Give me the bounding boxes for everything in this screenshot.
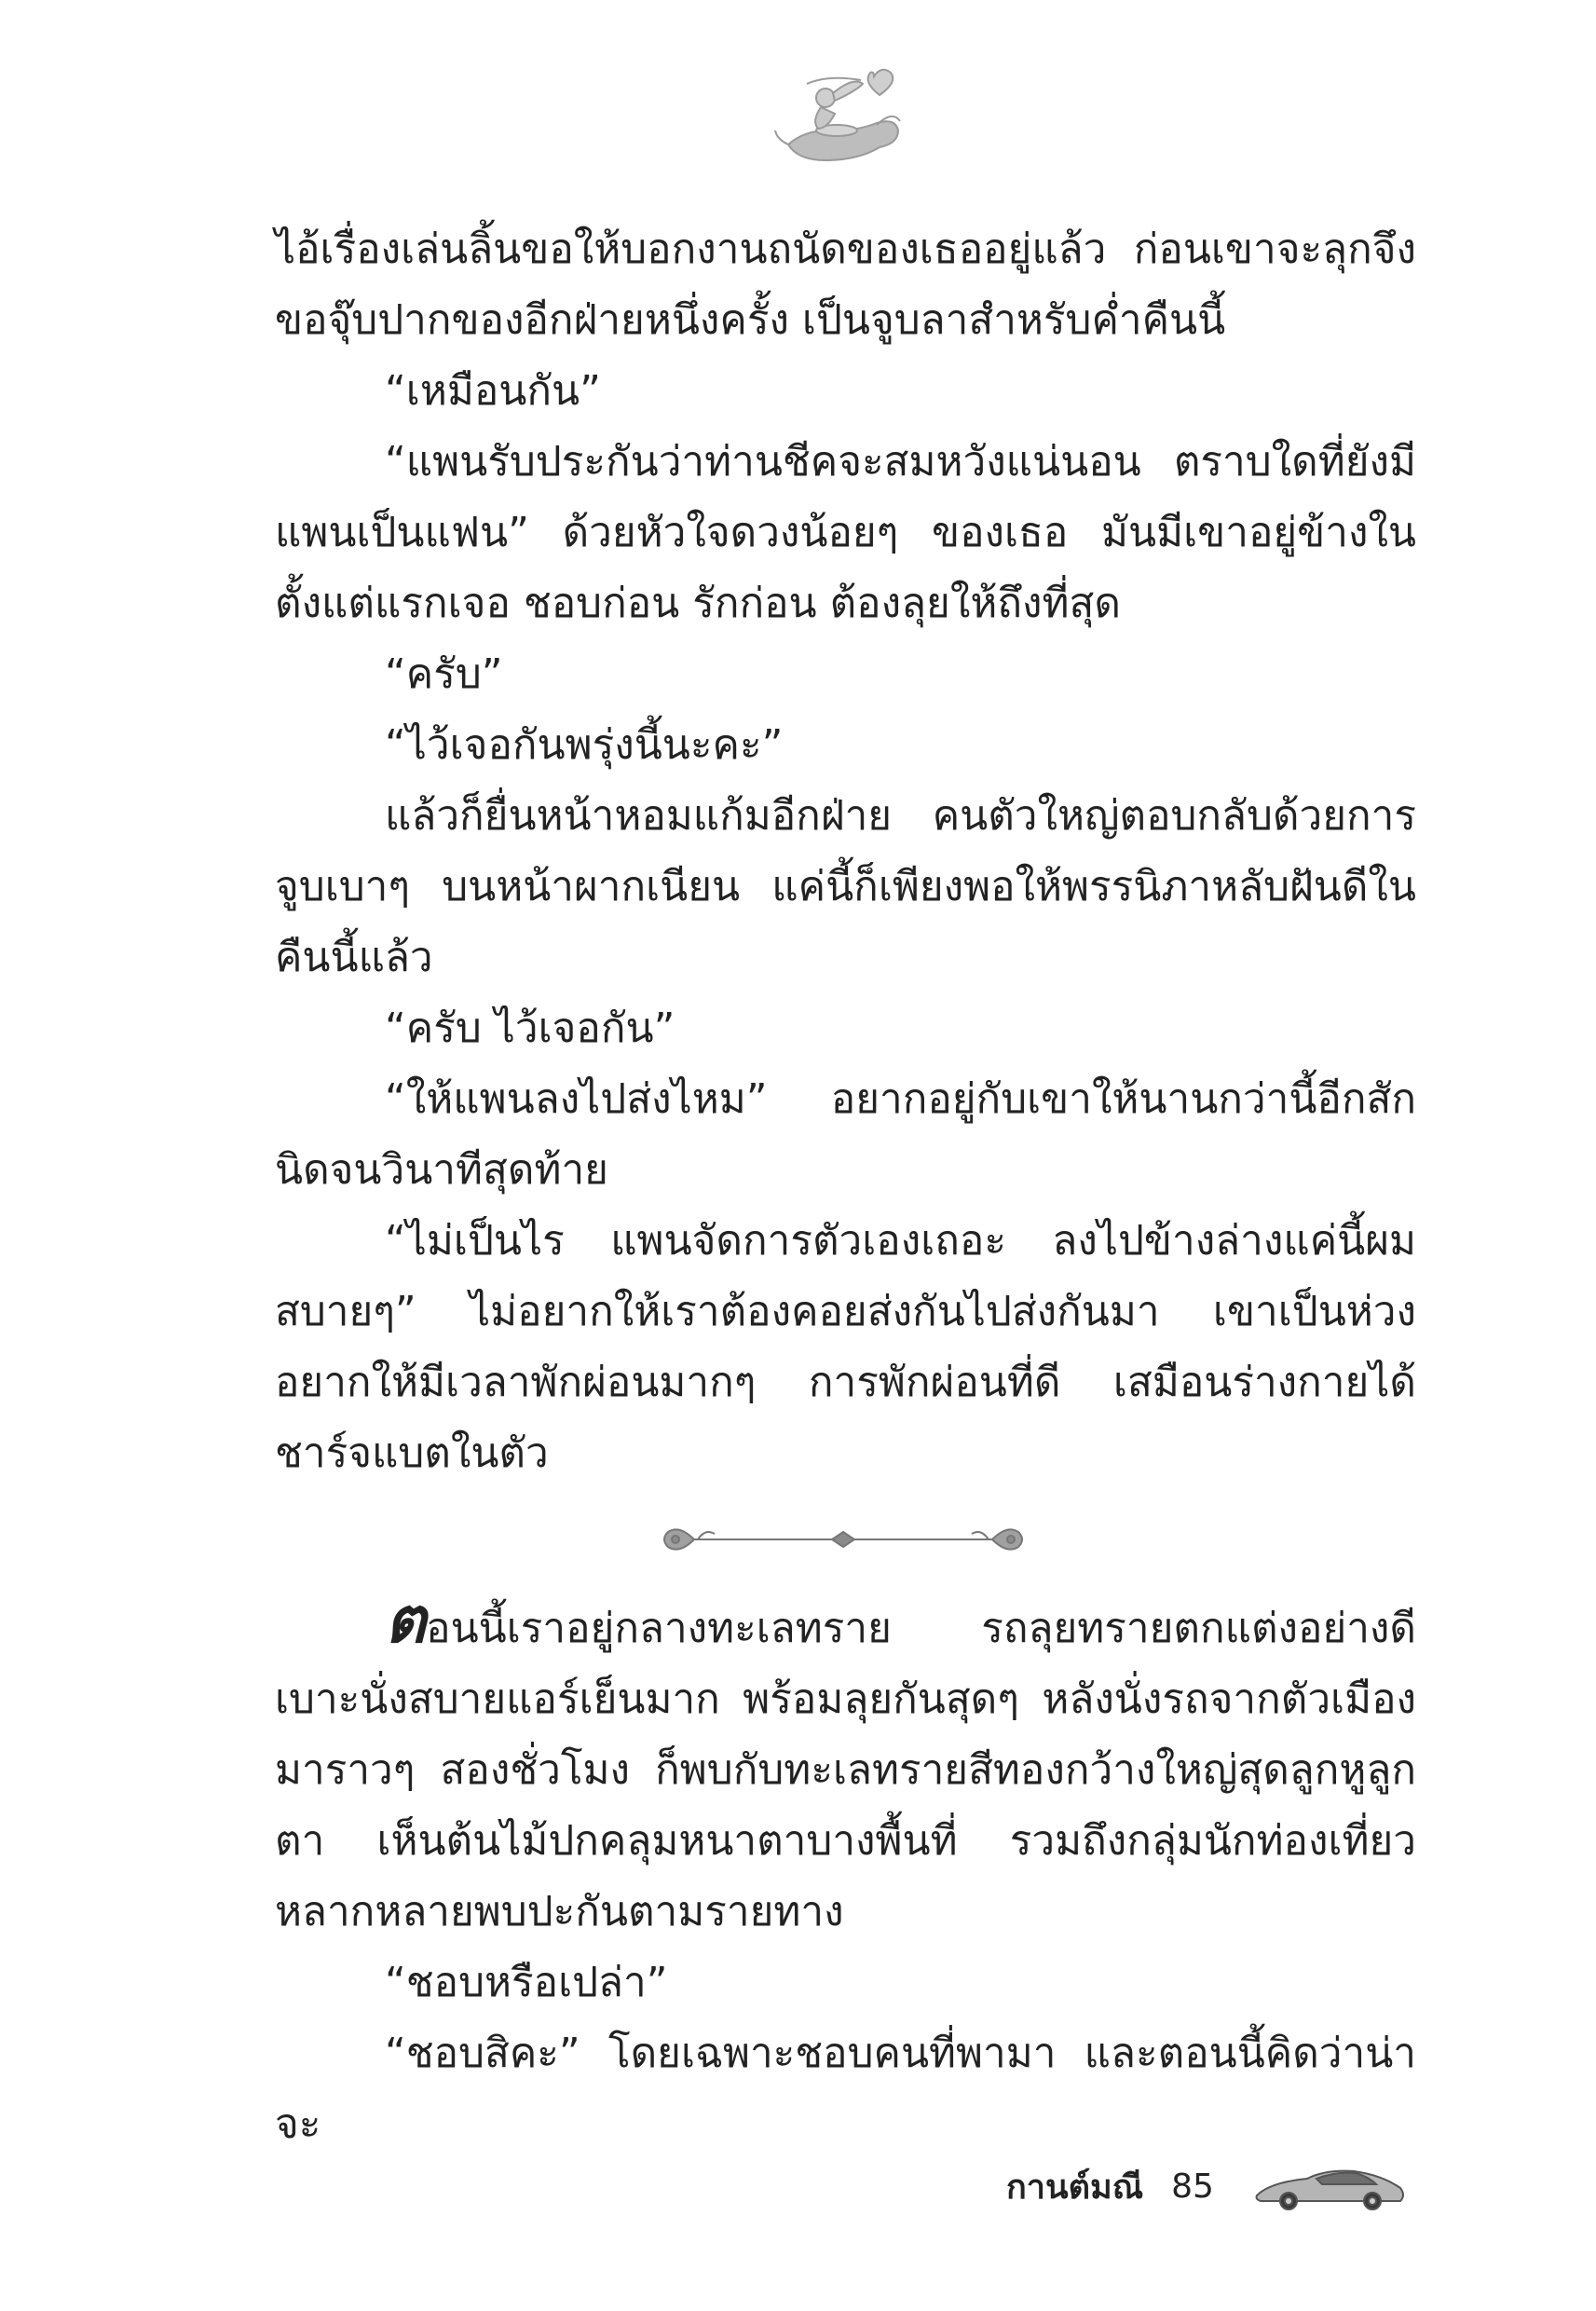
section-2 (275, 1584, 1416, 2160)
section-1 (275, 214, 1416, 1489)
page-footer (1006, 2158, 1410, 2214)
paragraph: “เหมือนกัน” (385, 367, 601, 415)
paragraph: “ชอบหรือเปล่า” (385, 1959, 668, 2006)
page-number: 85 (1171, 2167, 1214, 2206)
paragraph: “ไม่เป็นไร แพนจัดการตัวเองเถอะ ลงไปข้างล่างแค่นี้ผมสบายๆ” ไม่อยากให้เราต้องคอยส่งกันไปส่งกันมา เขาเป็นห่วง อยากให้มีเวลาพักผ่อนมากๆ การพักผ่อนที่ดี เสมือนร่างกายได้ชาร์จแบตในตัว (275, 1217, 1416, 1477)
paragraph: แล้วก็ยื่นหน้าหอมแก้มอีกฝ่าย คนตัวใหญ่ตอบกลับด้วยการจูบเบาๆ บนหน้าผากเนียน แค่นี้ก็เพียงพอให้พรรนิภาหลับฝันดีในคืนนี้แล้ว (275, 792, 1416, 981)
paragraph: “ชอบสิคะ” โดยเฉพาะชอบคนที่พามา และตอนนี้คิดว่าน่าจะ (275, 2030, 1416, 2148)
paragraph: “ครับ ไว้เจอกัน” (385, 1005, 675, 1052)
sports-car-icon (1251, 2158, 1410, 2214)
paragraph: ไอ้เรื่องเล่นลิ้นขอให้บอกงานถนัดของเธออยู่แล้ว ก่อนเขาจะลุกจึงขอจุ๊บปากของอีกฝ่ายหนึ่งครั้ง เป็นจูบลาสำหรับค่ำคืนนี้ (275, 226, 1416, 344)
flourish-divider-icon (657, 1519, 1030, 1560)
paragraph-text: อนนี้เราอยู่กลางทะเลทราย รถลุยทรายตกแต่งอย่างดี เบาะนั่งสบายแอร์เย็นมาก พร้อมลุยกันสุดๆ หลังนั่งรถจากตัวเมืองมาราวๆ สองชั่วโมง ก็พบกับทะเลทรายสีทองกว้างใหญ่สุดลูกหูลูกตา เห็นต้นไม้ปกคลุมหนาตาบางพื้นที่ รวมถึงกลุ่มนักท่องเที่ยวหลากหลายพบปะกันตามรายทาง (275, 1605, 1416, 1935)
paragraph: “ครับ” (385, 650, 503, 698)
paragraph: “แพนรับประกันว่าท่านชีคจะสมหวังแน่นอน ตราบใดที่ยังมีแพนเป็นแฟน” ด้วยหัวใจดวงน้อยๆ ของเธอ มันมีเขาอยู่ข้างในตั้งแต่แรกเจอ ชอบก่อน รักก่อน ต้องลุยให้ถึงที่สุด (275, 438, 1416, 627)
teapot-cupid-icon (770, 56, 909, 168)
drop-cap: ต (385, 1584, 427, 1658)
book-title: กานต์มณี (1006, 2167, 1144, 2207)
paragraph: “ไว้เจอกันพรุ่งนี้นะคะ” (385, 721, 784, 769)
paragraph (275, 1584, 1416, 1948)
paragraph: “ให้แพนลงไปส่งไหม” อยากอยู่กับเขาให้นานกว่านี้อีกสักนิดจนวินาทีสุดท้าย (275, 1075, 1416, 1194)
